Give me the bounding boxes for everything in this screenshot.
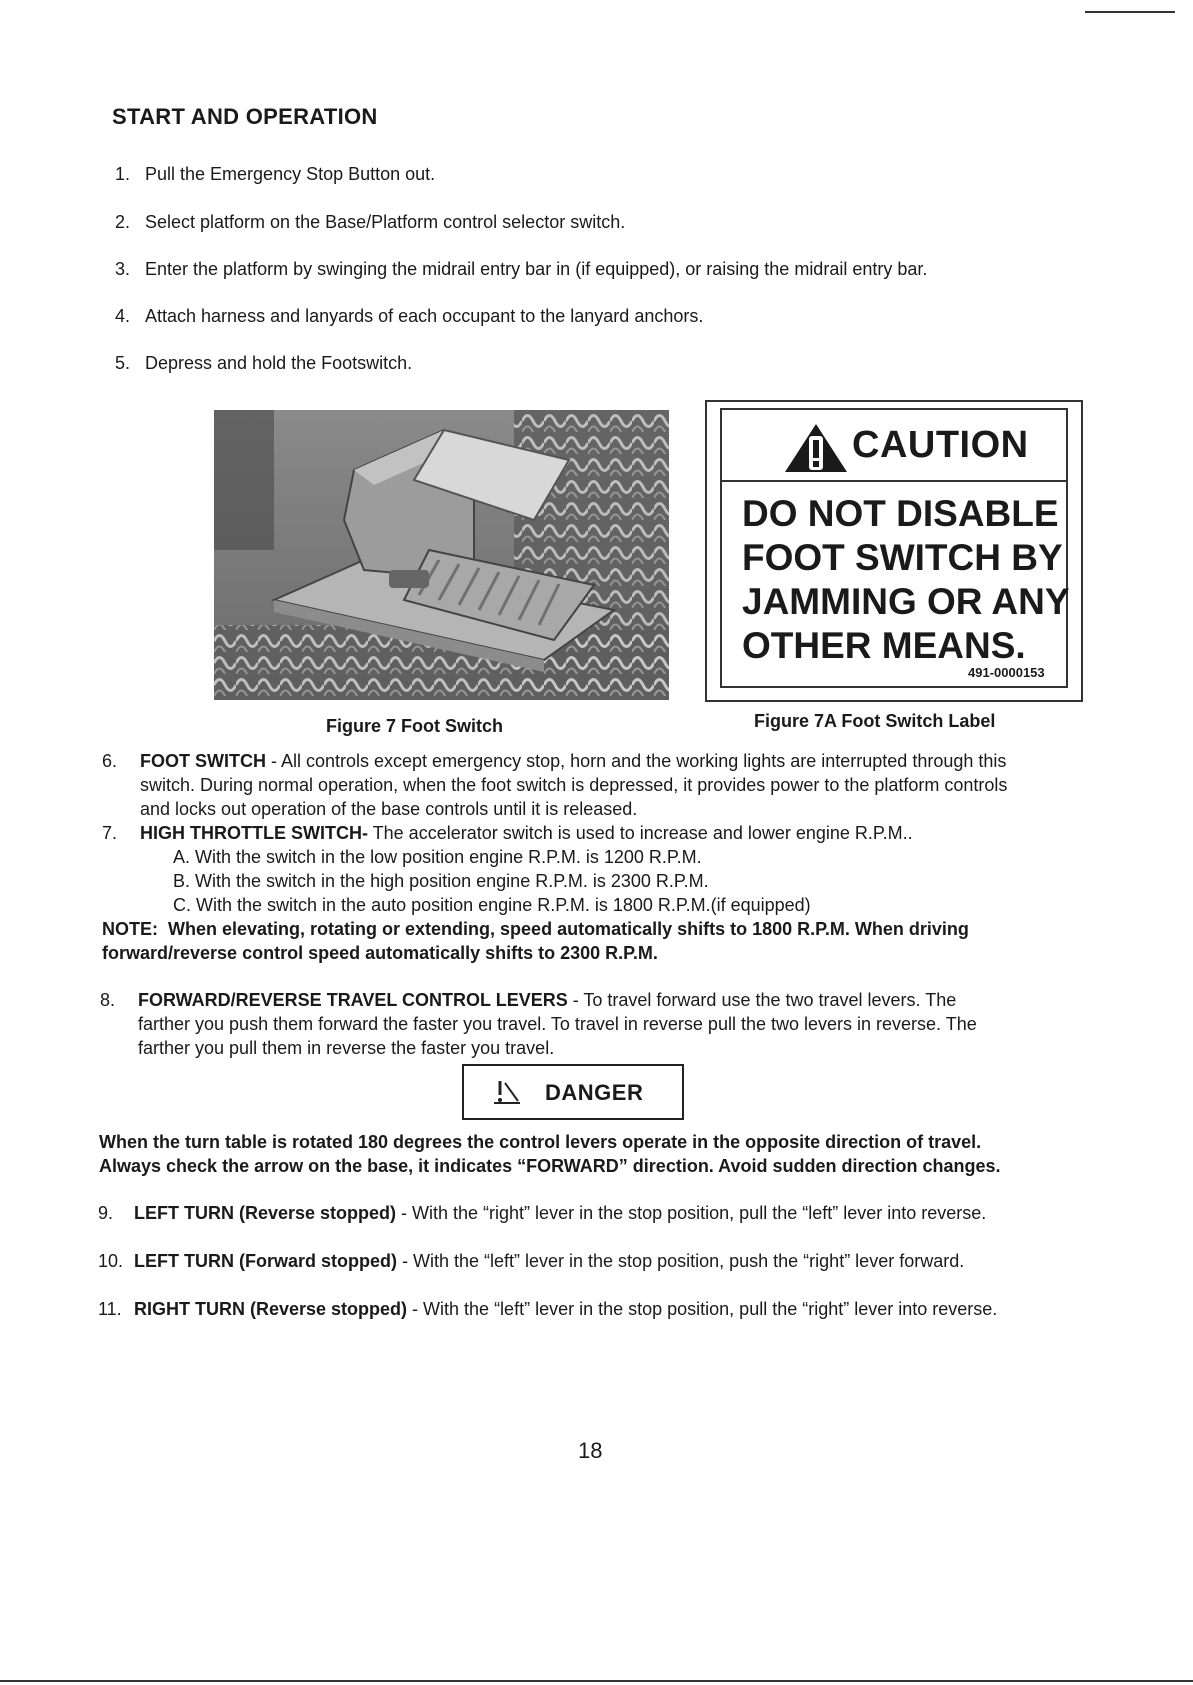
step-item: 4. Attach harness and lanyards of each occupant to the lanyard anchors. xyxy=(115,306,704,326)
foot-switch-paragraph: 6. FOOT SWITCH - All controls except emergency stop, horn and the working lights are interrupted through this switch. During normal operation, when the foot switch is depressed, it provides power to the platform controls and locks out operation of the base controls until it is released. xyxy=(102,751,1008,819)
caution-message: DO NOT DISABLE FOOT SWITCH BY JAMMING OR ANY OTHER MEANS. xyxy=(742,493,1070,666)
right-turn-reverse-item: 11. RIGHT TURN (Reverse stopped) - With the “left” lever in the stop position, pull the “right” lever into reverse. xyxy=(98,1299,998,1319)
step-item: 1. Pull the Emergency Stop Button out. xyxy=(115,164,436,184)
step-item: 5. Depress and hold the Footswitch. xyxy=(115,353,413,373)
left-turn-reverse-item: 9. LEFT TURN (Reverse stopped) - With the “right” lever in the stop position, pull the “left” lever into reverse. xyxy=(98,1203,987,1223)
danger-title: DANGER xyxy=(545,1080,644,1105)
caution-part-number: 491-0000153 xyxy=(968,665,1045,680)
danger-message: When the turn table is rotated 180 degrees the control levers operate in the opposite direction of travel. Always check the arrow on the base, it indicates “FORWARD” direction. Avoid sudden direction changes. xyxy=(99,1132,1001,1176)
foot-switch-photo xyxy=(214,410,669,700)
bottom-rule xyxy=(0,1680,1193,1682)
section-heading: START AND OPERATION xyxy=(112,104,378,129)
exclamation-warning-icon xyxy=(490,1079,524,1111)
high-throttle-paragraph: 7. HIGH THROTTLE SWITCH- The accelerator switch is used to increase and lower engine R.P.M.. xyxy=(102,823,913,843)
travel-control-paragraph: 8. FORWARD/REVERSE TRAVEL CONTROL LEVERS - To travel forward use the two travel levers. The farther you push them forward the faster you travel. To travel in reverse pull the two levers in reverse. The farther you pull them in reverse the faster you travel. xyxy=(100,990,977,1058)
step-item: 2. Select platform on the Base/Platform control selector switch. xyxy=(115,212,626,232)
throttle-option-low: A. With the switch in the low position engine R.P.M. is 1200 R.P.M. xyxy=(173,847,702,867)
figure-7-caption: Figure 7 Foot Switch xyxy=(326,716,504,736)
left-turn-forward-item: 10. LEFT TURN (Forward stopped) - With the “left” lever in the stop position, push the “right” lever forward. xyxy=(98,1251,965,1271)
step-item: 3. Enter the platform by swinging the midrail entry bar in (if equipped), or raising the midrail entry bar. xyxy=(115,259,928,279)
figure-7a-caption: Figure 7A Foot Switch Label xyxy=(754,711,996,731)
page-number: 18 xyxy=(578,1438,603,1463)
note-block: NOTE: When elevating, rotating or extending, speed automatically shifts to 1800 R.P.M. When driving forward/reverse control speed automatically shifts to 2300 R.P.M. xyxy=(102,919,969,963)
top-rule xyxy=(1085,11,1175,13)
warning-triangle-icon xyxy=(783,422,849,479)
throttle-option-high: B. With the switch in the high position engine R.P.M. is 2300 R.P.M. xyxy=(173,871,709,891)
foot-switch-illustration xyxy=(214,410,669,700)
throttle-option-auto: C. With the switch in the auto position engine R.P.M. is 1800 R.P.M.(if equipped) xyxy=(173,895,811,915)
caution-title: CAUTION xyxy=(852,424,1029,466)
